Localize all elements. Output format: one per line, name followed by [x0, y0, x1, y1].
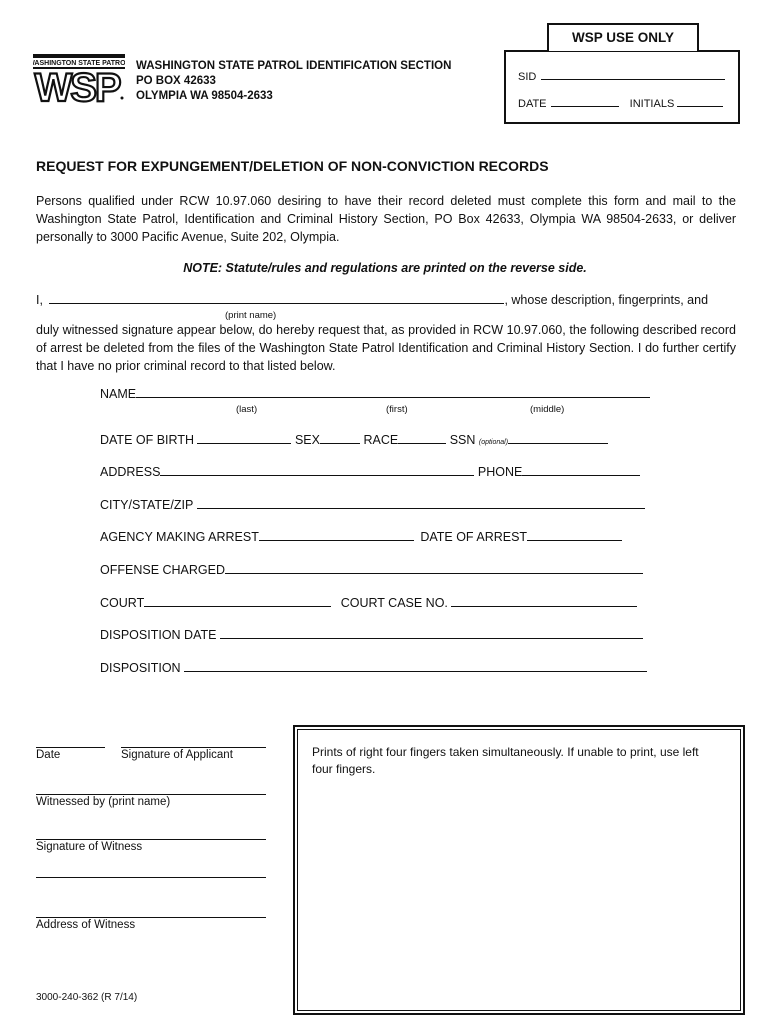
wsp-date-field[interactable]: [551, 95, 619, 107]
city-state-zip-field[interactable]: [197, 497, 645, 509]
name-last-caption: (last): [236, 404, 258, 415]
name-label: NAME: [100, 387, 137, 401]
offense-label: OFFENSE CHARGED: [100, 563, 226, 577]
date-signature-line[interactable]: [36, 747, 105, 748]
agency-row: [100, 529, 622, 544]
race-field[interactable]: [398, 432, 446, 444]
form-title: REQUEST FOR EXPUNGEMENT/DELETION OF NON-CONVICTION RECORDS: [36, 158, 549, 174]
applicant-print-name-field[interactable]: [49, 292, 504, 304]
dob-row: [100, 432, 608, 447]
race-label: RACE: [363, 433, 399, 447]
name-row: [100, 386, 650, 401]
statement-suffix: , whose description, fingerprints, and: [504, 293, 709, 307]
witness-signature-line[interactable]: [36, 839, 266, 840]
wsp-use-only-box: [504, 50, 740, 124]
statement-prefix: I,: [36, 293, 43, 307]
witness-name-line[interactable]: [36, 794, 266, 795]
ssn-field[interactable]: [508, 432, 608, 444]
name-field[interactable]: [136, 386, 650, 398]
address-label: ADDRESS: [100, 465, 161, 479]
wsp-logo: [33, 54, 125, 104]
disposition-date-row: [100, 627, 643, 642]
city-state-zip-row: [100, 497, 645, 512]
date-of-arrest-field[interactable]: [527, 529, 622, 541]
initials-label: INITIALS: [629, 98, 675, 110]
court-field[interactable]: [144, 595, 331, 607]
form-number: 3000-240-362 (R 7/14): [36, 992, 138, 1003]
disposition-label: DISPOSITION: [100, 661, 181, 675]
phone-field[interactable]: [522, 464, 640, 476]
address-of-witness-caption: Address of Witness: [36, 919, 136, 931]
disposition-field[interactable]: [184, 660, 647, 672]
wsp-date-label: DATE: [518, 98, 547, 110]
dob-field[interactable]: [197, 432, 291, 444]
date-caption: Date: [36, 749, 61, 761]
applicant-signature-caption: Signature of Applicant: [121, 749, 233, 761]
phone-label: PHONE: [477, 465, 523, 479]
witness-address-line-1[interactable]: [36, 877, 266, 878]
print-name-caption: (print name): [225, 310, 277, 321]
org-address: [136, 59, 451, 104]
agency-field[interactable]: [259, 529, 414, 541]
sex-field[interactable]: [320, 432, 360, 444]
court-label: COURT: [100, 596, 145, 610]
disposition-date-field[interactable]: [220, 627, 643, 639]
fingerprint-box: [293, 725, 745, 1015]
offense-row: [100, 562, 643, 577]
ssn-label: SSN: [449, 433, 476, 447]
intro-paragraph: Persons qualified under RCW 10.97.060 desiring to have their record deleted must complete this form and mail to the Washington State Patrol, Identification and Criminal History Section, PO Box 42633, Olympia WA 98504-2633, or deliver personally to 3000 Pacific Avenue, Suite 202, Olympia.: [36, 194, 736, 244]
statement-line: [36, 292, 708, 307]
offense-field[interactable]: [225, 562, 643, 574]
address-field[interactable]: [160, 464, 474, 476]
statement-body: duly witnessed signature appear below, do hereby request that, as provided in RCW 10.97.060, the following described record of arrest be deleted from the files of the Washington State Patrol Identification and Criminal History Section. I do further certify that I have no prior criminal record to that listed below.: [36, 323, 736, 373]
court-row: [100, 595, 637, 610]
initials-field[interactable]: [677, 95, 723, 107]
dob-label: DATE OF BIRTH: [100, 433, 194, 447]
logo-caption: WASHINGTON STATE PATROL: [33, 60, 125, 67]
logo-letters: WSP: [34, 66, 120, 104]
note-text: NOTE: Statute/rules and regulations are printed on the reverse side.: [183, 261, 587, 275]
date-of-arrest-label: DATE OF ARREST: [420, 530, 528, 544]
org-line-3: OLYMPIA WA 98504-2633: [136, 90, 273, 102]
org-line-2: PO BOX 42633: [136, 75, 216, 87]
wsp-logo-graphic: [33, 54, 125, 104]
name-middle-caption: (middle): [530, 404, 565, 415]
court-case-no-field[interactable]: [451, 595, 637, 607]
sex-label: SEX: [294, 433, 320, 447]
name-first-caption: (first): [386, 404, 408, 415]
signature-of-witness-caption: Signature of Witness: [36, 841, 143, 853]
agency-label: AGENCY MAKING ARREST: [100, 530, 259, 544]
sid-label: SID: [518, 71, 537, 83]
disposition-row: [100, 660, 647, 675]
disposition-date-label: DISPOSITION DATE: [100, 628, 217, 642]
city-state-zip-label: CITY/STATE/ZIP: [100, 498, 194, 512]
witness-address-line-2[interactable]: [36, 917, 266, 918]
witnessed-by-caption: Witnessed by (print name): [36, 796, 171, 808]
fingerprint-instructions: Prints of right four fingers taken simultaneously. If unable to print, use left four fingers.: [312, 745, 699, 776]
court-case-no-label: COURT CASE NO.: [340, 596, 448, 610]
org-line-1: WASHINGTON STATE PATROL IDENTIFICATION SECTION: [136, 60, 452, 72]
ssn-optional-caption: (optional): [478, 439, 509, 446]
applicant-signature-line[interactable]: [121, 747, 266, 748]
fingerprint-area: [297, 729, 741, 1011]
wsp-use-only-tab: WSP USE ONLY: [547, 23, 699, 51]
address-row: [100, 464, 640, 479]
sid-field[interactable]: [541, 68, 725, 80]
